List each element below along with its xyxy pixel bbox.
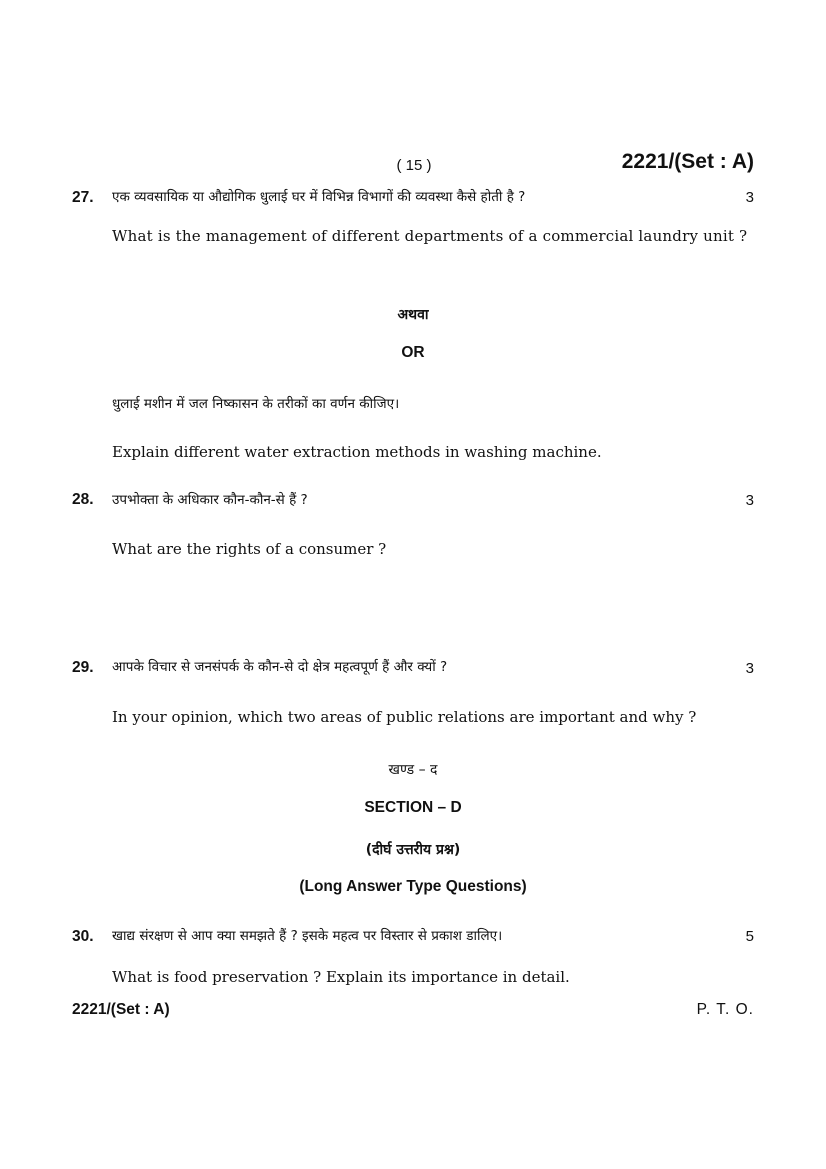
section-heading-english: SECTION – D [364,799,462,816]
paper-code-footer: 2221/(Set : A) [72,1001,170,1018]
question-number: 30. [72,928,94,945]
please-turn-over: P. T. O. [696,1001,754,1018]
question-text-english: What is the management of different departments of a commercial laundry unit ? [112,227,748,245]
section-heading-hindi: खण्ड – द [388,762,438,778]
question-text-hindi: आपके विचार से जनसंपर्क के कौन-से दो क्षेत्र महत्वपूर्ण हैं और क्यों ? [112,659,448,675]
question-number: 29. [72,659,94,676]
alternate-question-english: Explain different water extraction methods in washing machine. [112,443,602,461]
question-text-hindi: खाद्य संरक्षण से आप क्या समझते हैं ? इसके महत्व पर विस्तार से प्रकाश डालिए। [112,928,503,944]
or-label-hindi: अथवा [397,307,429,323]
paper-code-header: 2221/(Set : A) [621,150,754,173]
question-text-hindi: उपभोक्ता के अधिकार कौन-कौन-से हैं ? [112,492,308,508]
question-text-english: What is food preservation ? Explain its importance in detail. [112,968,570,986]
or-label-english: OR [401,344,425,361]
alternate-question-hindi: धुलाई मशीन में जल निष्कासन के तरीकों का वर्णन कीजिए। [112,396,400,412]
question-text-hindi: एक व्यवसायिक या औद्योगिक धुलाई घर में विभिन्न विभागों की व्यवस्था कैसे होती है ? [112,189,526,205]
section-type-hindi: (दीर्घ उत्तरीय प्रश्न) [365,842,461,858]
question-number: 28. [72,491,94,508]
question-marks: 3 [745,189,754,206]
question-text-english: What are the rights of a consumer ? [112,540,387,558]
question-marks: 3 [745,492,754,509]
question-number: 27. [72,189,94,206]
page-number: ( 15 ) [396,157,432,174]
section-type-english: (Long Answer Type Questions) [299,878,527,895]
question-marks: 5 [745,928,754,945]
question-marks: 3 [745,660,754,677]
question-text-english: In your opinion, which two areas of public relations are important and why ? [112,708,697,726]
